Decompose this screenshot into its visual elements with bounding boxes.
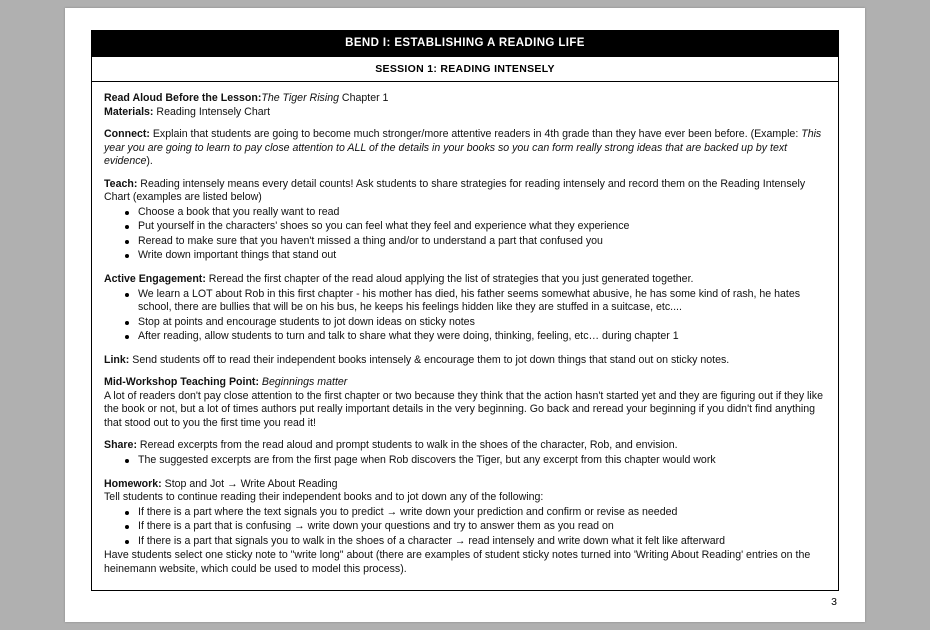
active-engagement-section <box>104 273 826 287</box>
teach-text: Reading intensely means every detail counts! Ask students to share strategies for reading intensely and record them on the Reading Intensely Chart (examples are listed below) <box>104 177 806 204</box>
mid-workshop-label: Mid-Workshop Teaching Point: <box>104 376 259 389</box>
spacer <box>104 119 826 128</box>
spacer <box>104 264 826 273</box>
connect-text: Explain that students are going to become much stronger/more attentive readers in 4th grade than they have ever been before. (Example: <box>149 128 802 141</box>
materials-label: Materials: <box>104 105 154 118</box>
lesson-plan-document <box>91 30 839 591</box>
list-item: If there is a part that signals you to walk in the shoes of a character → read intensely and write down what it felt like afterward <box>138 535 826 549</box>
list-item: If there is a part where the text signals you to predict → write down your prediction and confirm or revise as needed <box>138 506 826 520</box>
document-page <box>65 8 865 622</box>
share-text: Reread excerpts from the read aloud and prompt students to walk in the shoes of the character, Rob, and envision. <box>136 439 678 452</box>
materials-line <box>104 106 826 120</box>
link-section <box>104 354 826 368</box>
list-item: After reading, allow students to turn and talk to share what they were doing, thinking, feeling, etc… during chapter 1 <box>138 330 826 344</box>
homework-label: Homework: <box>104 477 162 490</box>
list-item: Write down important things that stand out <box>138 249 826 263</box>
list-item: Put yourself in the characters' shoes so you can feel what they feel and experience what they experience <box>138 220 826 234</box>
read-aloud-chapter: Chapter 1 <box>338 92 389 104</box>
list-item: The suggested excerpts are from the first page when Rob discovers the Tiger, but any excerpt from this chapter would work <box>138 454 826 468</box>
spacer <box>104 345 826 354</box>
materials-text: Reading Intensely Chart <box>153 105 271 118</box>
mid-workshop-subtitle: Beginnings matter <box>258 376 348 389</box>
spacer <box>104 430 826 439</box>
page-number: 3 <box>831 596 837 608</box>
teach-label: Teach: <box>104 177 138 190</box>
list-item: Choose a book that you really want to read <box>138 206 826 220</box>
list-item: Reread to make sure that you haven't missed a thing and/or to understand a part that confused you <box>138 235 826 249</box>
mid-workshop-heading <box>104 376 826 390</box>
list-item: Stop at points and encourage students to jot down ideas on sticky notes <box>138 316 826 330</box>
lesson-body <box>91 82 839 591</box>
list-item: If there is a part that is confusing → write down your questions and try to answer them as you read on <box>138 520 826 534</box>
homework-heading <box>104 478 826 492</box>
spacer <box>104 469 826 478</box>
share-label: Share: <box>104 439 137 452</box>
connect-section <box>104 128 826 169</box>
homework-closing: Have students select one sticky note to "write long" about (there are examples of student sticky notes turned into 'Writing About Reading' entries on the heinemann website, which could be used to model this process). <box>104 549 811 575</box>
active-engagement-label: Active Engagement: <box>104 273 206 286</box>
bend-header: BEND I: ESTABLISHING A READING LIFE <box>91 30 839 57</box>
active-engagement-bullet-list <box>104 288 826 344</box>
read-aloud-title: The Tiger Rising <box>261 92 339 104</box>
teach-section <box>104 178 826 205</box>
homework-bullet-list <box>104 506 826 549</box>
link-text: Send students off to read their independent books intensely & encourage them to jot down things that stand out on sticky notes. <box>129 353 730 366</box>
mid-workshop-text: A lot of readers don't pay close attention to the first chapter or two because they think that the action hasn't started yet and they are figuring out if they like the book or not, but a lot of times authors put really important details in the very beginning. Go back and reread your beginning if you didn't find anything that stood out to you the first time you read it! <box>104 389 823 429</box>
spacer <box>104 367 826 376</box>
list-item: We learn a LOT about Rob in this first chapter - his mother has died, his father seems somewhat abusive, he has some kind of rash, he hates school, there are bullies that will be on his bus, he keeps his feelings hidden like they are stuffed in a suitcase, etc.... <box>138 288 826 315</box>
teach-bullet-list <box>104 206 826 263</box>
homework-intro: Tell students to continue reading their independent books and to jot down any of the following: <box>104 491 544 504</box>
connect-tail: ). <box>146 155 153 168</box>
connect-label: Connect: <box>104 128 150 141</box>
spacer <box>104 169 826 178</box>
homework-text: Stop and Jot → Write About Reading <box>161 477 338 490</box>
connect-example-italic: This year you are going to learn to pay close attention to ALL of the details in your books so you can form really strong ideas that are backed up by text evidence <box>104 128 822 168</box>
read-aloud-label: Read Aloud Before the Lesson: <box>104 92 262 104</box>
active-engagement-text: Reread the first chapter of the read aloud applying the list of strategies that you just generated together. <box>205 273 694 286</box>
share-bullet-list <box>104 454 826 468</box>
share-section <box>104 439 826 453</box>
link-label: Link: <box>104 353 130 366</box>
session-header: SESSION 1: READING INTENSELY <box>91 57 839 82</box>
read-aloud-line <box>104 92 826 106</box>
